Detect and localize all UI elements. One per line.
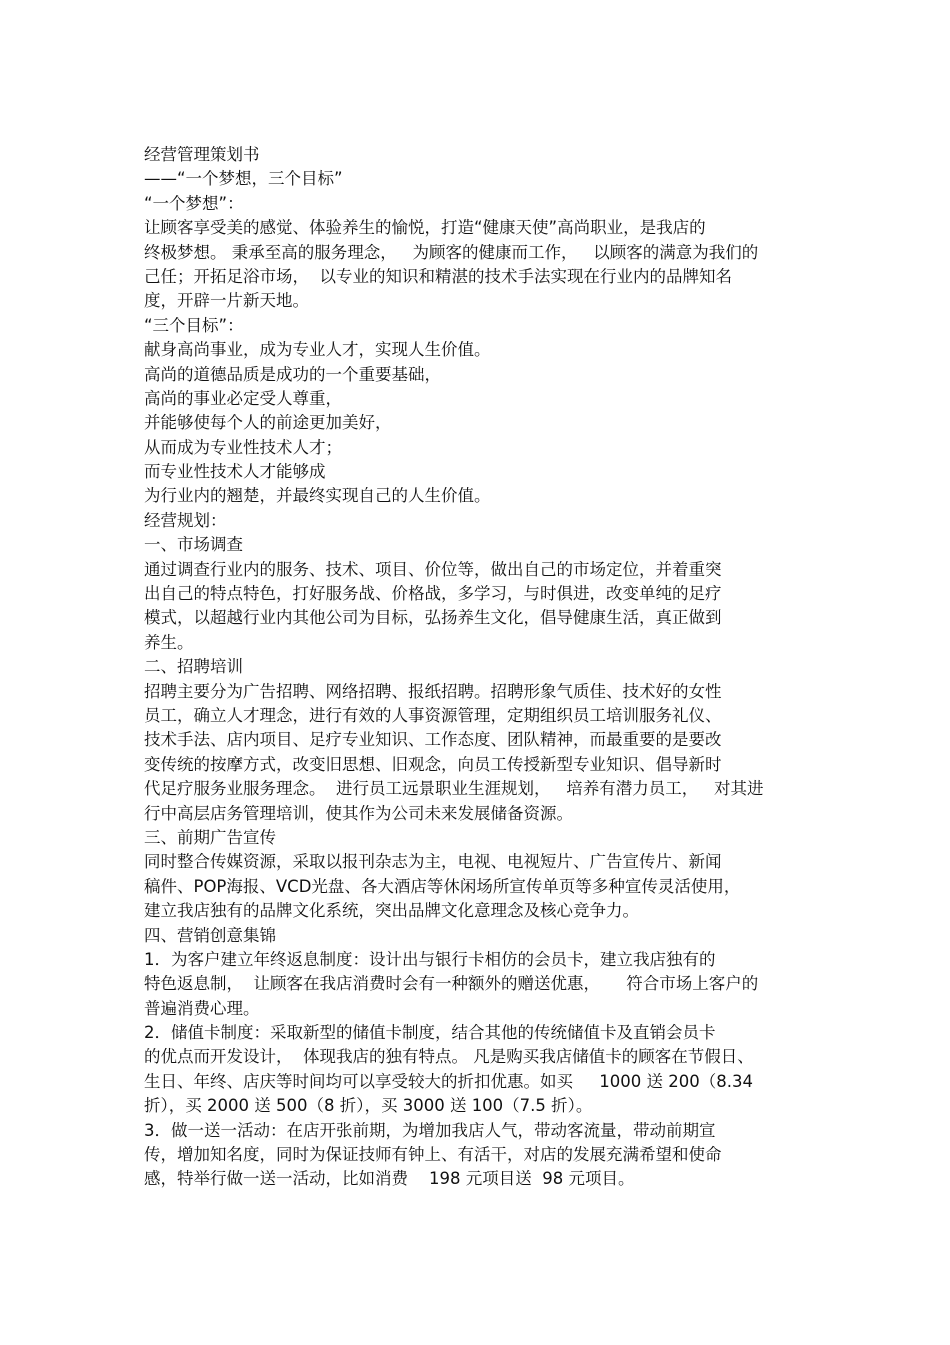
section-heading-goals: “三个目标”： — [144, 315, 244, 335]
text-line: 普遍消费心理。 — [144, 998, 260, 1018]
text-line: 折），买 2000 送 500（8 折），买 3000 送 100（7.5 折）。 — [144, 1096, 593, 1116]
text-line: 的优点而开发设计， 体现我店的独有特点。 凡是购买我店储值卡的顾客在节假日、 — [144, 1047, 754, 1067]
text-line: 特色返息制， 让顾客在我店消费时会有一种额外的赠送优惠， 符合市场上客户的 — [144, 974, 759, 994]
document-title: 经营管理策划书 — [144, 145, 260, 164]
document-body — [144, 143, 809, 1192]
text-line: 己任；开拓足浴市场， 以专业的知识和精湛的技术手法实现在行业内的品牌知名 — [144, 266, 732, 286]
text-line: 1．为客户建立年终返息制度：设计出与银行卡相仿的会员卡，建立我店独有的 — [144, 949, 716, 969]
text-line: 建立我店独有的品牌文化系统，突出品牌文化意理念及核心竞争力。 — [144, 901, 639, 921]
text-line: 出自己的特点特色，打好服务战、价格战，多学习，与时俱进，改变单纯的足疗 — [144, 584, 722, 604]
text-line: 2．储值卡制度：采取新型的储值卡制度，结合其他的传统储值卡及直销会员卡 — [144, 1023, 716, 1043]
text-line: 度，开辟一片新天地。 — [144, 291, 309, 311]
text-line: 并能够使每个人的前途更加美好， — [144, 413, 392, 433]
text-line: 养生。 — [144, 632, 194, 652]
text-line: 3．做一送一活动：在店开张前期，为增加我店人气，带动客流量，带动前期宣 — [144, 1120, 716, 1140]
text-line: 同时整合传媒资源，采取以报刊杂志为主，电视、电视短片、广告宣传片、新闻 — [144, 852, 722, 872]
text-line: 让顾客享受美的感觉、体验养生的愉悦，打造“健康天使”高尚职业，是我店的 — [144, 218, 706, 238]
text-line: 技术手法、店内项目、足疗专业知识、工作态度、团队精神，而最重要的是要改 — [144, 730, 722, 750]
text-line: 传，增加知名度，同时为保证技师有钟上、有活干，对店的发展充满希望和使命 — [144, 1145, 722, 1165]
section-heading-planning: 经营规划： — [144, 510, 227, 530]
document-subtitle: ——“一个梦想，三个目标” — [144, 169, 343, 189]
text-line: 为行业内的翘楚，并最终实现自己的人生价值。 — [144, 486, 491, 506]
text-line: 高尚的道德品质是成功的一个重要基础， — [144, 364, 441, 384]
section-heading-recruitment: 二、招聘培训 — [144, 657, 243, 677]
text-line: 稿件、POP海报、VCD光盘、各大酒店等休闲场所宣传单页等多种宣传灵活使用， — [144, 876, 741, 896]
section-heading-marketing: 四、营销创意集锦 — [144, 925, 276, 945]
section-heading-advertising: 三、前期广告宣传 — [144, 827, 276, 847]
text-line: 而专业性技术人才能够成 — [144, 462, 326, 482]
text-line: 高尚的事业必定受人尊重， — [144, 388, 342, 408]
text-line: 献身高尚事业，成为专业人才，实现人生价值。 — [144, 340, 491, 360]
text-line: 从而成为专业性技术人才； — [144, 437, 342, 457]
text-line: 生日、年终、店庆等时间均可以享受较大的折扣优惠。如买 1000 送 200（8.34 — [144, 1071, 753, 1091]
text-line: 员工，确立人才理念，进行有效的人事资源管理，定期组织员工培训服务礼仪、 — [144, 705, 722, 725]
text-line: 行中高层店务管理培训，使其作为公司未来发展储备资源。 — [144, 803, 573, 823]
text-line: 招聘主要分为广告招聘、网络招聘、报纸招聘。招聘形象气质佳、技术好的女性 — [144, 681, 722, 701]
section-heading-market-research: 一、市场调查 — [144, 535, 243, 555]
text-line: 代足疗服务业服务理念。 进行员工远景职业生涯规划， 培养有潜力员工， 对其进 — [144, 779, 764, 799]
text-line: 感，特举行做一送一活动，比如消费 198 元项目送 98 元项目。 — [144, 1169, 635, 1189]
text-line: 模式，以超越行业内其他公司为目标，弘扬养生文化，倡导健康生活，真正做到 — [144, 608, 722, 628]
text-line: 通过调查行业内的服务、技术、项目、价位等，做出自己的市场定位，并着重突 — [144, 559, 722, 579]
section-heading-dream: “一个梦想”： — [144, 193, 244, 213]
text-line: 终极梦想。 秉承至高的服务理念， 为顾客的健康而工作， 以顾客的满意为我们的 — [144, 242, 759, 262]
text-line: 变传统的按摩方式，改变旧思想、旧观念，向员工传授新型专业知识、倡导新时 — [144, 754, 722, 774]
